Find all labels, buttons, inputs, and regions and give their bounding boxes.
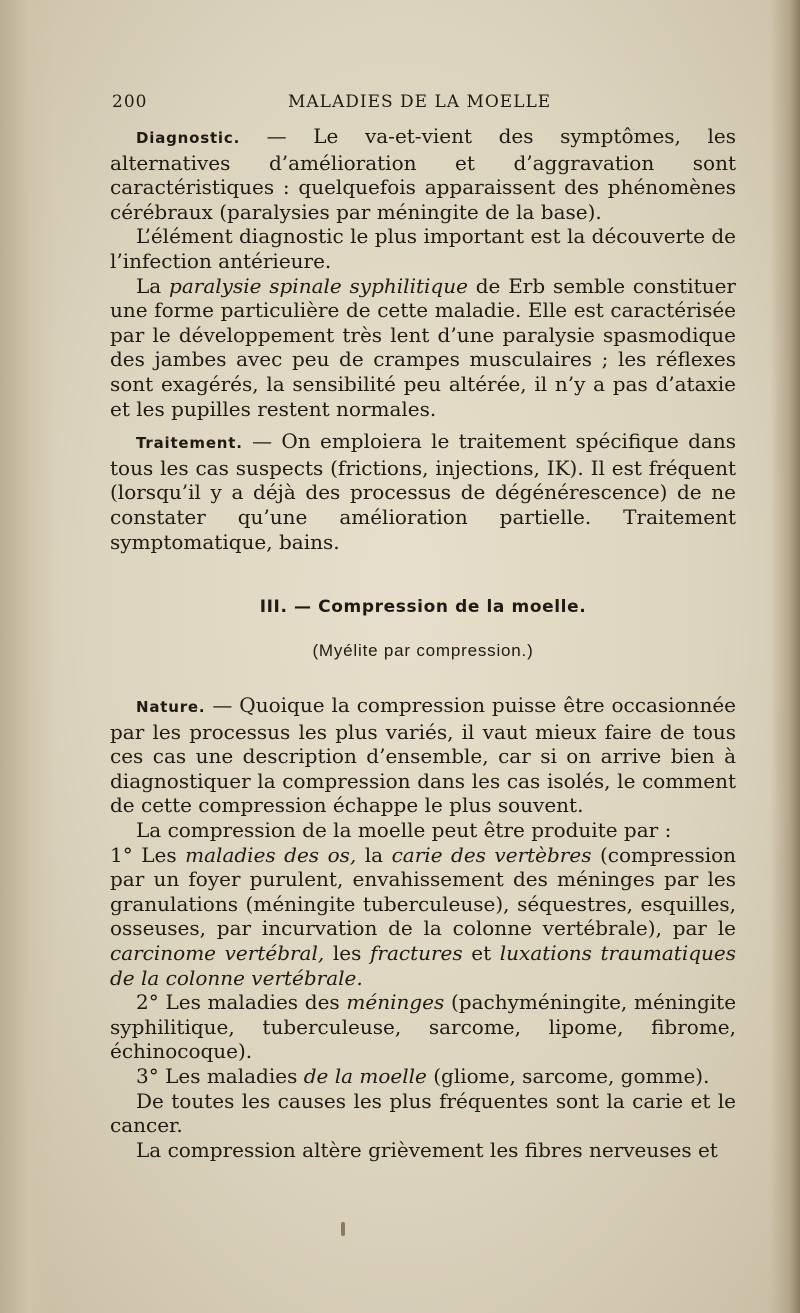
traitement-heading: Traitement. [136, 434, 243, 453]
cause-3: 3° Les maladies de la moelle (gliome, sarcome, gomme). [136, 1063, 710, 1088]
section-nature [110, 693, 736, 1162]
traitement-paragraph [110, 429, 736, 554]
causes-frequency: De toutes les causes les plus fréquentes sont la carie et le cancer. [110, 1088, 736, 1138]
cause-2: 2° Les maladies des méninges (pachyméningite, méningite syphilitique, tuberculeuse, sarcome, lipome, fibrome, échinocoque). [110, 990, 737, 1064]
diagnostic-paragraph-2: L’élément diagnostic le plus important est la découverte de l’infection antérieure. [110, 224, 736, 273]
running-title: MALADIES DE LA MOELLE [288, 92, 552, 112]
diagnostic-text: — Le va-et-vient des symptômes, les alternatives d’amélioration et d’aggravation sont caractéristiques : quelquefois apparaissent des phénomènes cérébraux (paralysies par méningite de la base). [110, 124, 736, 224]
chapter-title: III. — Compression de la moelle. [259, 597, 587, 617]
ink-speck [341, 1222, 345, 1236]
nature-paragraph [110, 693, 736, 818]
diagnostic-paragraph-3: La paralysie spinale syphilitique de Erb semble constituer une forme particulière de cette maladie. Elle est caractérisée par le développement très lent d’une paralysie spasmodique des jambes avec peu de crampes musculaires ; les réflexes sont exagérés, la sensibilité peu altérée, il n’y a pas d’ataxie et les pupilles restent normales. [110, 273, 736, 421]
page-number: 200 [112, 92, 148, 112]
last-line: La compression altère grièvement les fibres nerveuses et [136, 1137, 718, 1162]
section-diagnostic [110, 124, 736, 554]
cause-1: 1° Les maladies des os, la carie des vertèbres (compression par un foyer purulent, envahissement des méninges par les granulations (méningite tuberculeuse), séquestres, esquilles, osseuses, par incurvation de la colonne vertébrale), par le carcinome vertébral, les fractures et luxations traumatiques de la colonne vertébrale. [110, 842, 737, 990]
chapter-subtitle: (Myélite par compression.) [312, 641, 534, 660]
term-paralysie-spinale: paralysie spinale syphilitique [169, 273, 468, 298]
diagnostic-heading: Diagnostic. [136, 129, 241, 147]
causes-intro: La compression de la moelle peut être produite par : [136, 817, 672, 842]
nature-text: — Quoique la compression puisse être occasionnée par les processus les plus variés, il vaut mieux faire de tous ces cas une description d’ensemble, car si on arrive bien à diagnostiquer la compression dans les cas isolés, le comment de cette compression échappe le plus souvent. [110, 693, 737, 818]
nature-heading: Nature. [136, 698, 206, 716]
traitement-text: — On emploiera le traitement spécifique dans tous les cas suspects (frictions, injections, IK). Il est fréquent (lorsqu’il y a déjà des processus de dégénérescence) de ne constater qu’une amélioration partielle. Traitement symptomatique, bains. [110, 429, 737, 554]
running-head [112, 92, 732, 118]
diagnostic-paragraph [110, 124, 736, 224]
page-shadow-right [770, 0, 800, 1313]
page-shadow-left [0, 0, 55, 1313]
